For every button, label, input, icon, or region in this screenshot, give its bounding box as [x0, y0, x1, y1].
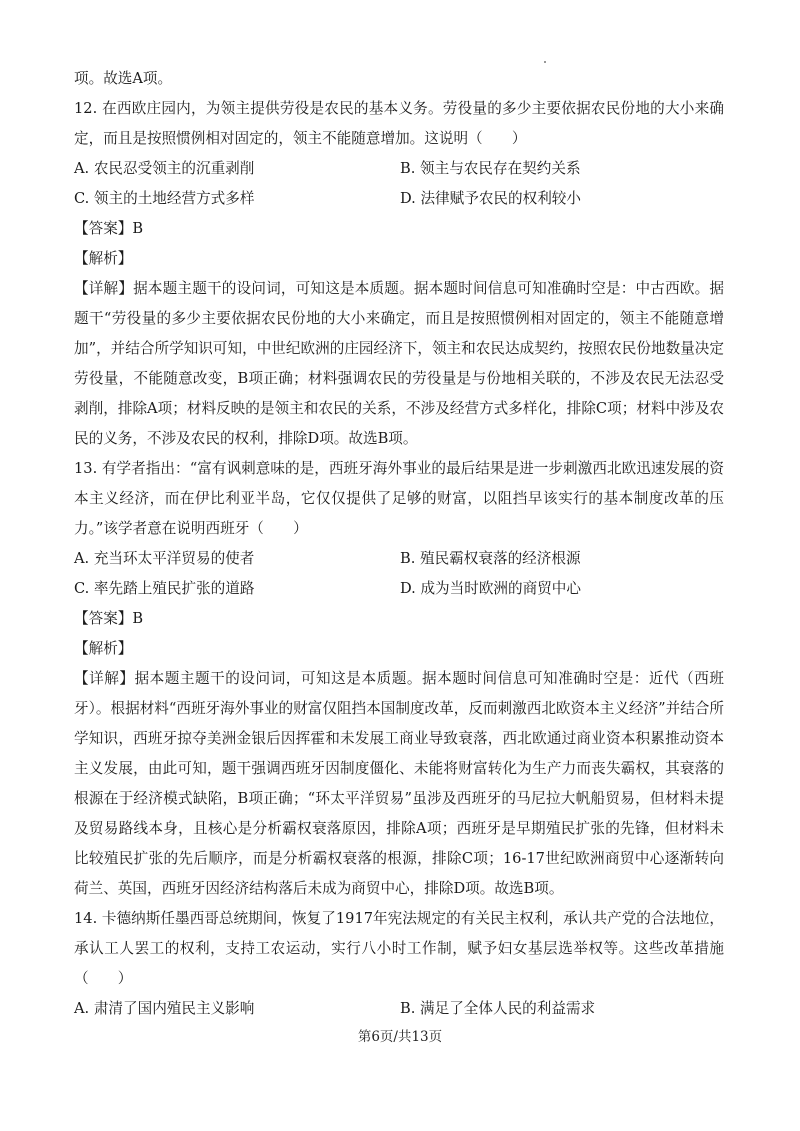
question-12-analysis-label: 【解析】: [74, 250, 133, 267]
question-12-answer: 【答案】B: [74, 220, 144, 237]
question-12-stem: 12. 在西欧庄园内，为领主提供劳役是农民的基本义务。劳役量的多少主要依据农民份地的大小来确定，而且是按照惯例相对固定的，领主不能随意增加。这说明（ ）: [74, 100, 724, 147]
question-13-option-d: D. 成为当时欧洲的商贸中心: [400, 580, 581, 597]
question-13-options-row-2: [74, 574, 724, 604]
question-13-option-b: B. 殖民霸权衰落的经济根源: [400, 550, 581, 567]
question-12-options-row-1: [74, 154, 724, 184]
question-12-option-a: A. 农民忍受领主的沉重剥削: [74, 160, 255, 177]
question-12-detail: 【详解】据本题主题干的设问词，可知这是本质题。据本题时间信息可知准确时空是：中古西欧。据题干“劳役量的多少主要依据农民份地的大小来确定，而且是按照惯例相对固定的，领主不能随意增加”，并结合所学知识可知，中世纪欧洲的庄园经济下，领主和农民达成契约，按照农民份地数量决定劳役量，不能随意改变，B项正确；材料强调农民的劳役量是与份地相关联的，不涉及农民无法忍受剥削，排除A项；材料反映的是领主和农民的关系，不涉及经营方式多样化，排除C项；材料中涉及农民的义务，不涉及农民的权利，排除D项。故选B项。: [74, 280, 724, 447]
page-content: [74, 64, 724, 1024]
previous-answer-tail: 项。故选A项。: [74, 70, 173, 87]
question-12: [74, 94, 724, 454]
scan-dot: [544, 61, 546, 63]
question-14-stem: 14. 卡德纳斯任墨西哥总统期间，恢复了1917年宪法规定的有关民主权利，承认共产党的合法地位，承认工人罢工的权利，支持工农运动，实行八小时工作制，赋予妇女基层选举权等。这些改革措施（ ）: [74, 910, 724, 987]
page-number-footer: 第6页/共13页: [357, 1029, 443, 1045]
question-12-options-row-2: [74, 184, 724, 214]
question-13-analysis-label: 【解析】: [74, 640, 133, 657]
question-14-option-b: B. 满足了全体人民的利益需求: [400, 1000, 596, 1017]
question-13-detail: 【详解】据本题主题干的设问词，可知这是本质题。据本题时间信息可知准确时空是：近代（西班牙）。根据材料“西班牙海外事业的财富仅阻挡本国制度改革，反而刺激西北欧资本主义经济”并结合所学知识，西班牙掠夺美洲金银后因挥霍和未发展工商业导致衰落，西北欧通过商业资本积累推动资本主义发展，由此可知，题干强调西班牙因制度僵化、未能将财富转化为生产力而丧失霸权，其衰落的根源在于经济模式缺陷，B项正确；“环太平洋贸易”虽涉及西班牙的马尼拉大帆船贸易，但材料未提及贸易路线本身，且核心是分析霸权衰落原因，排除A项；西班牙是早期殖民扩张的先锋，但材料未比较殖民扩张的先后顺序，而是分析霸权衰落的根源，排除C项；16-17世纪欧洲商贸中心逐渐转向荷兰、英国，西班牙因经济结构落后未成为商贸中心，排除D项。故选B项。: [74, 670, 724, 897]
question-13-option-c: C. 率先踏上殖民扩张的道路: [74, 580, 255, 597]
question-13-answer: 【答案】B: [74, 610, 144, 627]
question-13: [74, 454, 724, 904]
question-14-options-row-1: [74, 994, 724, 1024]
question-12-option-d: D. 法律赋予农民的权利较小: [400, 190, 581, 207]
question-14-option-a: A. 肃清了国内殖民主义影响: [74, 1000, 255, 1017]
question-13-stem: 13. 有学者指出：“富有讽刺意味的是，西班牙海外事业的最后结果是进一步刺激西北欧迅速发展的资本主义经济，而在伊比利亚半岛，它仅仅提供了足够的财富，以阻挡早该实行的基本制度改革的压力。”该学者意在说明西班牙（ ）: [74, 460, 724, 537]
question-13-option-a: A. 充当环太平洋贸易的使者: [74, 550, 255, 567]
question-12-option-c: C. 领主的土地经营方式多样: [74, 190, 255, 207]
question-13-options-row-1: [74, 544, 724, 574]
question-14: [74, 904, 724, 1024]
question-12-option-b: B. 领主与农民存在契约关系: [400, 160, 581, 177]
